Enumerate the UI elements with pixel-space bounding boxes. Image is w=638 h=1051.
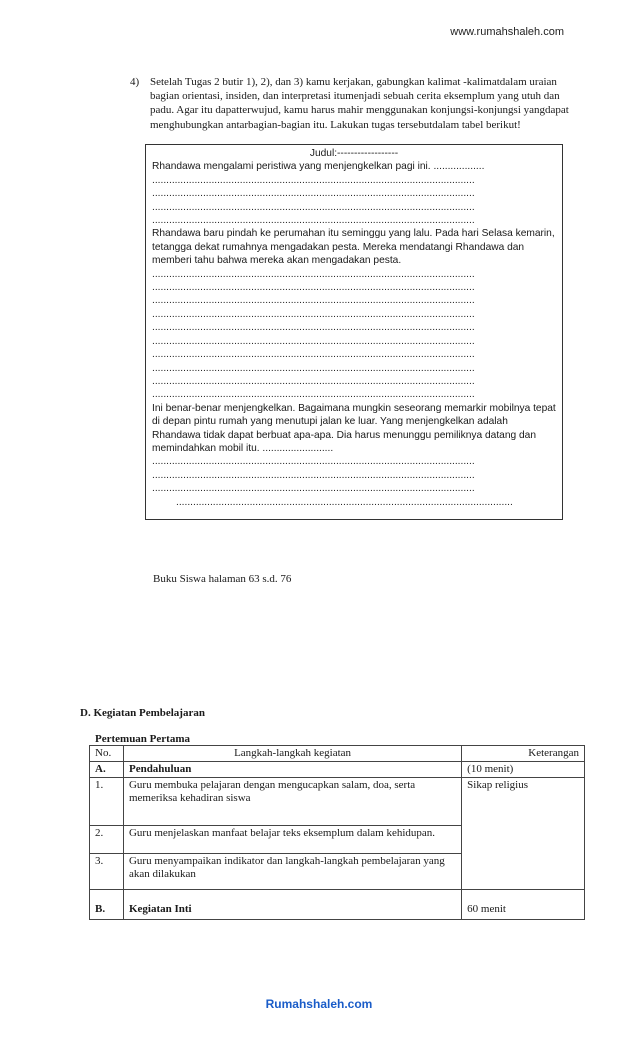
row-ket: (10 menit) (462, 762, 585, 778)
task-instruction (130, 75, 580, 132)
story-worksheet-box (145, 144, 563, 520)
worksheet-title: Judul:------------------ (309, 148, 399, 159)
blank-line: .................................................................................................................. (152, 201, 475, 213)
story-paragraph-interpretation: Ini benar-benar menjengkelkan. Bagaimana mungkin seseorang memarkir mobilnya tepat di depan pintu rumah yang menutupi jalan ke luar. Yang menjengkelkan adalah Rhandawa tidak dapat berbuat apa-apa. Dia harus menunggu pemiliknya datang dan memindahkan mobil itu. ......................... (152, 402, 556, 454)
task-number: 4) (130, 76, 140, 88)
blank-line: .................................................................................................................. (152, 188, 475, 200)
row-no: A. (90, 762, 124, 778)
row-step: Pendahuluan (123, 762, 461, 778)
story-paragraph-orientation: Rhandawa mengalami peristiwa yang menjengkelkan pagi ini. .................. (152, 161, 485, 173)
blank-line: ....................................................................................................................... (176, 496, 513, 508)
blank-line: .................................................................................................................. (152, 282, 475, 294)
blank-line: .................................................................................................................. (152, 362, 475, 374)
book-reference: Buku Siswa halaman 63 s.d. 76 (153, 573, 292, 585)
header-ket: Keterangan (462, 746, 585, 762)
blank-line: .................................................................................................................. (152, 174, 475, 186)
table-row (90, 890, 585, 920)
table-row (90, 762, 585, 778)
blank-line: .................................................................................................................. (152, 349, 475, 361)
activity-table (89, 745, 585, 920)
header-step: Langkah-langkah kegiatan (123, 746, 461, 762)
row-step: Kegiatan Inti (123, 890, 461, 920)
blank-line: .................................................................................................................. (152, 295, 475, 307)
blank-line: .................................................................................................................. (152, 335, 475, 347)
story-paragraph-incident: Rhandawa baru pindah ke perumahan itu seminggu yang lalu. Pada hari Selasa kemarin, tetangga dekat rumahnya mengadakan pesta. Mereka mendatangi Rhandawa dan memberi tahu bahwa mereka akan mengadakan pesta. (152, 228, 555, 267)
table-row (90, 778, 585, 826)
header-no: No. (90, 746, 124, 762)
table-header-row (90, 746, 585, 762)
header-url[interactable]: www.rumahshaleh.com (450, 26, 564, 38)
footer-brand[interactable]: Rumahshaleh.com (265, 997, 373, 1011)
row-no: 2. (90, 826, 124, 854)
row-no: B. (90, 890, 124, 920)
row-ket: 60 menit (462, 890, 585, 920)
row-no: 1. (90, 778, 124, 826)
blank-line: .................................................................................................................. (152, 389, 475, 401)
row-no: 3. (90, 854, 124, 890)
meeting-title: Pertemuan Pertama (95, 733, 190, 745)
blank-line: .................................................................................................................. (152, 469, 475, 481)
section-title: D. Kegiatan Pembelajaran (80, 707, 205, 719)
blank-line: .................................................................................................................. (152, 308, 475, 320)
row-step: Guru menyampaikan indikator dan langkah-langkah pembelajaran yang akan dilakukan (123, 854, 461, 890)
blank-line: .................................................................................................................. (152, 268, 475, 280)
blank-line: .................................................................................................................. (152, 215, 475, 227)
blank-line: .................................................................................................................. (152, 456, 475, 468)
row-step: Guru menjelaskan manfaat belajar teks eksemplum dalam kehidupan. (123, 826, 461, 854)
row-ket: Sikap religius (462, 778, 585, 890)
task-text: Setelah Tugas 2 butir 1), 2), dan 3) kamu kerjakan, gabungkan kalimat -kalimatdalam uraian bagian orientasi, insiden, dan interpretasi itumenjadi sebuah cerita eksemplum yang utuh dan padu. Agar itu dapatterwujud, kamu harus mahir menggunakan konjungsi-konjungsi yangdapat menghubungkan antarbagian-bagian itu. Lakukan tugas tersebutdalam tabel berikut! (150, 76, 569, 131)
row-step: Guru membuka pelajaran dengan mengucapkan salam, doa, serta memeriksa kehadiran siswa (123, 778, 461, 826)
blank-line: .................................................................................................................. (152, 375, 475, 387)
blank-line: .................................................................................................................. (152, 322, 475, 334)
blank-line: .................................................................................................................. (152, 483, 475, 495)
